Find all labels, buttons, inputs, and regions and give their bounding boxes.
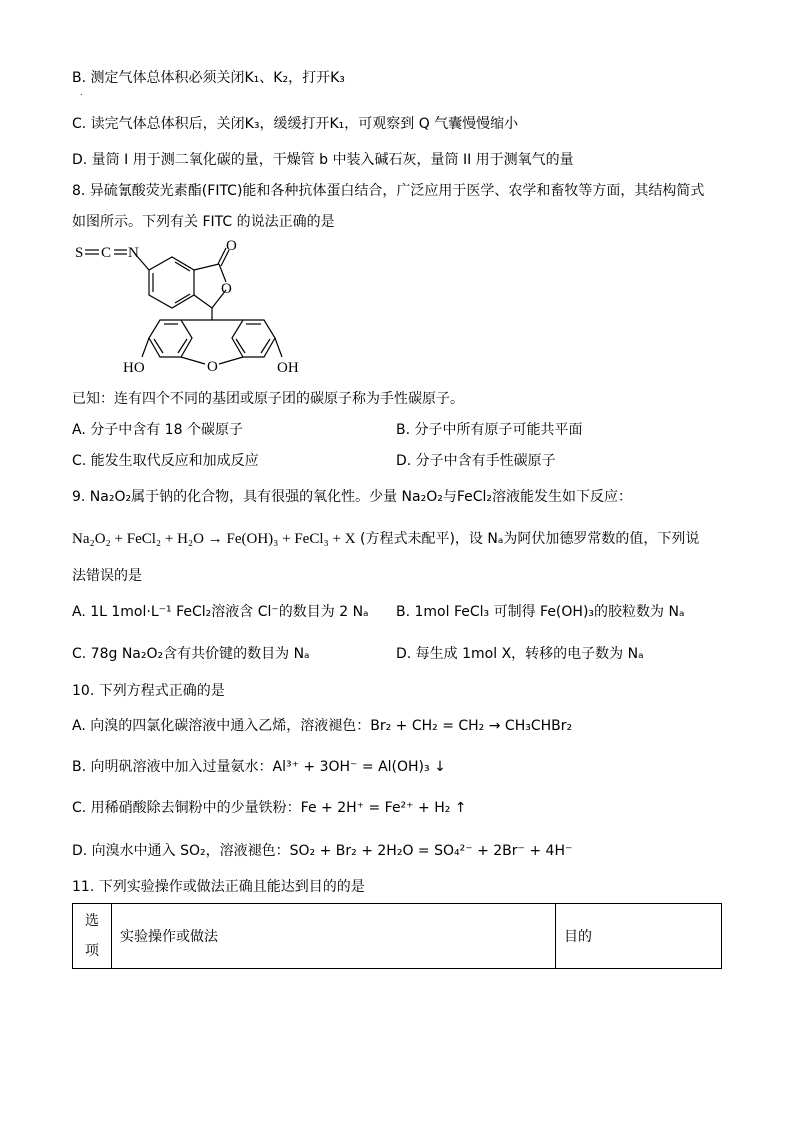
q11-stem: 11. 下列实验操作或做法正确且能达到目的的是 (72, 879, 365, 895)
q7-option-d: D. 量筒 I 用于测二氧化碳的量，干燥管 b 中装入碱石灰，量筒 II 用于测氧气的量 (72, 152, 574, 168)
q7-option-b: B. 测定气体总体积必须关闭K₁、K₂，打开K₃ (72, 70, 345, 86)
atom-o-ring-label: O (221, 281, 232, 297)
q8-known-note: 已知：连有四个不同的基团或原子团的碳原子称为手性碳原子。 (72, 391, 464, 407)
atom-ho-left-label: HO (123, 360, 145, 376)
q8-option-a: A. 分子中含有 18 个碳原子 (72, 422, 243, 438)
q9-stem-line3: 法错误的是 (72, 568, 142, 584)
q9-option-d: D. 每生成 1mol X，转移的电子数为 Nₐ (396, 646, 644, 662)
q10-option-c: C. 用稀硝酸除去铜粉中的少量铁粉：Fe + 2H⁺ = Fe²⁺ + H₂ ↑ (72, 800, 467, 816)
atom-oh-right-label: OH (277, 360, 299, 376)
col-operation-header: 实验操作或做法 (112, 904, 556, 969)
q9-stem-line1: 9. Na₂O₂属于钠的化合物，具有很强的氧化性。少量 Na₂O₂与FeCl₂溶液能发生如下反应： (72, 489, 633, 505)
q8-option-d: D. 分子中含有手性碳原子 (396, 453, 556, 469)
q10-option-a: A. 向溴的四氯化碳溶液中通入乙烯，溶液褪色：Br₂ + CH₂ = CH₂ → CH₃CHBr₂ (72, 718, 573, 734)
q8-option-c: C. 能发生取代反应和加成反应 (72, 453, 259, 469)
atom-o-bridge-label: O (207, 359, 218, 375)
atom-n-label: N (128, 245, 139, 261)
table-header-row (73, 904, 722, 969)
q8-stem-line1: 8. 异硫氰酸荧光素酯(FITC)能和各种抗体蛋白结合，广泛应用于医学、农学和畜牧等方面，其结构简式 (72, 183, 705, 199)
q9-stem-line2: (方程式未配平)，设 Nₐ为阿伏加德罗常数的值，下列说 (360, 531, 700, 547)
q11-table (72, 903, 722, 969)
q9-equation: Na₂O₂ + FeCl₂ + H₂O → Fe(OH)₃ + FeCl₃ + X (72, 531, 356, 547)
fitc-structure-diagram (72, 240, 312, 380)
atom-c-label: C (101, 245, 112, 261)
q10-option-d: D. 向溴水中通入 SO₂，溶液褪色：SO₂ + Br₂ + 2H₂O = SO₄²⁻ + 2Br⁻ + 4H⁻ (72, 843, 573, 859)
q9-option-c: C. 78g Na₂O₂含有共价键的数目为 Nₐ (72, 646, 310, 662)
atom-s-label: S (75, 245, 84, 261)
atom-o-carbonyl-label: O (226, 240, 237, 254)
q9-equation-line (72, 529, 699, 549)
q9-option-a: A. 1L 1mol·L⁻¹ FeCl₂溶液含 Cl⁻的数目为 2 Nₐ (72, 604, 369, 620)
q7-option-c: C. 读完气体总体积后，关闭K₃，缓缓打开K₁，可观察到 Q 气囊慢慢缩小 (72, 116, 519, 132)
q10-option-b: B. 向明矾溶液中加入过量氨水：Al³⁺ + 3OH⁻ = Al(OH)₃ ↓ (72, 759, 446, 775)
q8-option-b: B. 分子中所有原子可能共平面 (396, 422, 583, 438)
q8-stem-line2: 如图所示。下列有关 FITC 的说法正确的是 (72, 214, 335, 230)
q10-stem: 10. 下列方程式正确的是 (72, 683, 225, 699)
stray-dot: . (80, 88, 83, 97)
q9-option-b: B. 1mol FeCl₃ 可制得 Fe(OH)₃的胶粒数为 Nₐ (396, 604, 685, 620)
col-purpose-header: 目的 (556, 904, 722, 969)
col-option-header: 选 项 (73, 904, 112, 969)
